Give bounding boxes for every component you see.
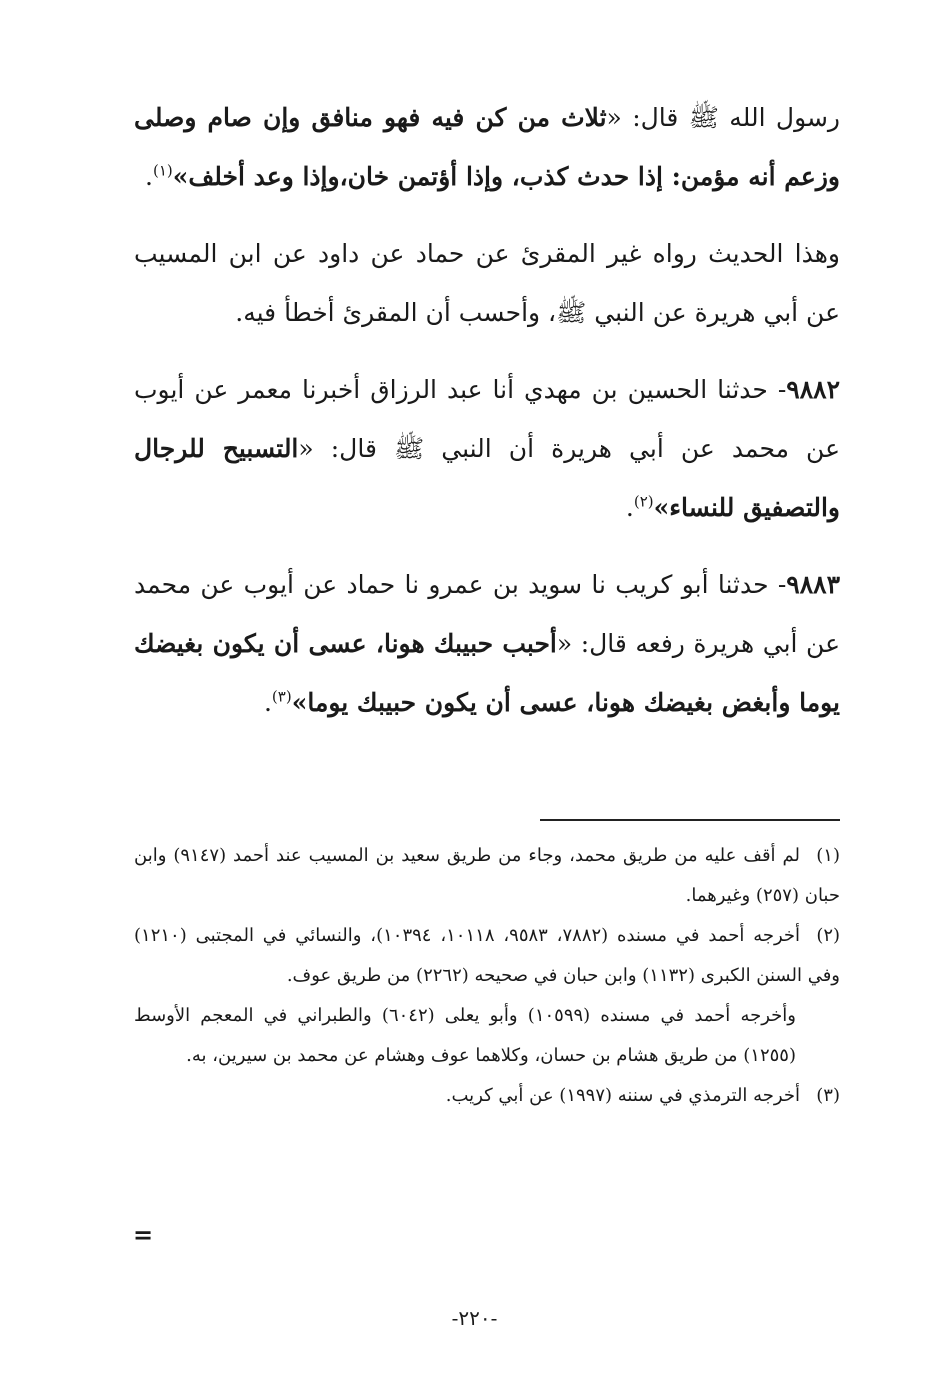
footnote-text: أخرجه الترمذي في سننه (١٩٩٧) عن أبي كريب. bbox=[445, 1085, 800, 1106]
hadith-number: ٩٨٨٢ bbox=[786, 375, 840, 404]
period: . bbox=[145, 162, 153, 191]
footnote-text: أخرجه أحمد في مسنده (٧٨٨٢، ٩٥٨٣، ١٠١١٨، ١٠٣٩٤)، والنسائي في المجتبى (١٢١٠) وفي السنن الكبرى (١١٣٢) وابن حبان في صحيحه (٢٢٦٢) من طريق عوف. bbox=[134, 925, 840, 986]
continuation-mark: = bbox=[133, 1220, 154, 1249]
footnote-2-continuation: وأخرجه أحمد في مسنده (١٠٥٩٩) وأبو يعلى (٦٠٤٢) والطبراني في المعجم الأوسط (١٢٥٥) من طريق هشام بن حسان، وكلاهما عوف وهشام عن محمد بن سيرين، به. bbox=[134, 1005, 796, 1066]
page-number: -٢٢٠- bbox=[451, 1306, 498, 1330]
period: . bbox=[625, 493, 634, 522]
footnote-separator bbox=[540, 819, 840, 821]
hadith-paragraph-9882 bbox=[134, 360, 840, 537]
narration-intro: رسول الله ﷺ قال: « bbox=[606, 103, 840, 132]
isnad-text: - حدثنا أبو كريب نا سويد بن عمرو نا حماد عن أيوب عن محمد عن أبي هريرة رفعه قال: « bbox=[134, 570, 840, 658]
hadith-number: ٩٨٨٣ bbox=[786, 570, 840, 599]
commentary-paragraph: وهذا الحديث رواه غير المقرئ عن حماد عن داود عن ابن المسيب عن أبي هريرة عن النبي ﷺ، وأحسب أن المقرئ أخطأ فيه. bbox=[134, 239, 840, 327]
hadith-text: أحبب حبيبك هونا، عسى أن يكون بغيضك يوما وأبغض بغيضك هونا، عسى أن يكون حبيبك يوما» bbox=[134, 629, 840, 717]
period: . bbox=[263, 688, 272, 717]
footnote-text: لم أقف عليه من طريق محمد، وجاء من طريق سعيد بن المسيب عند أحمد (٩١٤٧) وابن حبان (٢٥٧) وغيرهما. bbox=[134, 845, 840, 906]
footnote-marker: (٣) bbox=[816, 1085, 840, 1106]
hadith-paragraph-1 bbox=[134, 88, 840, 206]
hadith-paragraph-9883 bbox=[134, 555, 840, 732]
main-text bbox=[134, 88, 840, 732]
isnad-text: - حدثنا الحسين بن مهدي أنا عبد الرزاق أخبرنا معمر عن أيوب عن محمد عن أبي هريرة أن النبي ﷺ قال: « bbox=[134, 375, 840, 463]
footnote-ref-1: (١) bbox=[153, 161, 173, 180]
footnote-ref-2: (٢) bbox=[633, 492, 654, 511]
footnote-ref-3: (٣) bbox=[271, 687, 292, 706]
footnote-marker: (٢) bbox=[816, 925, 841, 946]
footnote-1 bbox=[134, 836, 840, 916]
footnote-2 bbox=[134, 916, 840, 996]
footnote-3 bbox=[134, 1076, 840, 1116]
footnotes bbox=[134, 836, 840, 1116]
hadith-text: ثلاث من كن فيه فهو منافق وإن صام وصلى وزعم أنه مؤمن: إذا حدث كذب، وإذا أؤتمن خان،وإذا وعد أخلف» bbox=[134, 103, 840, 191]
footnote-marker: (١) bbox=[816, 845, 840, 866]
hadith-text: التسبيح للرجال والتصفيق للنساء» bbox=[134, 434, 840, 522]
